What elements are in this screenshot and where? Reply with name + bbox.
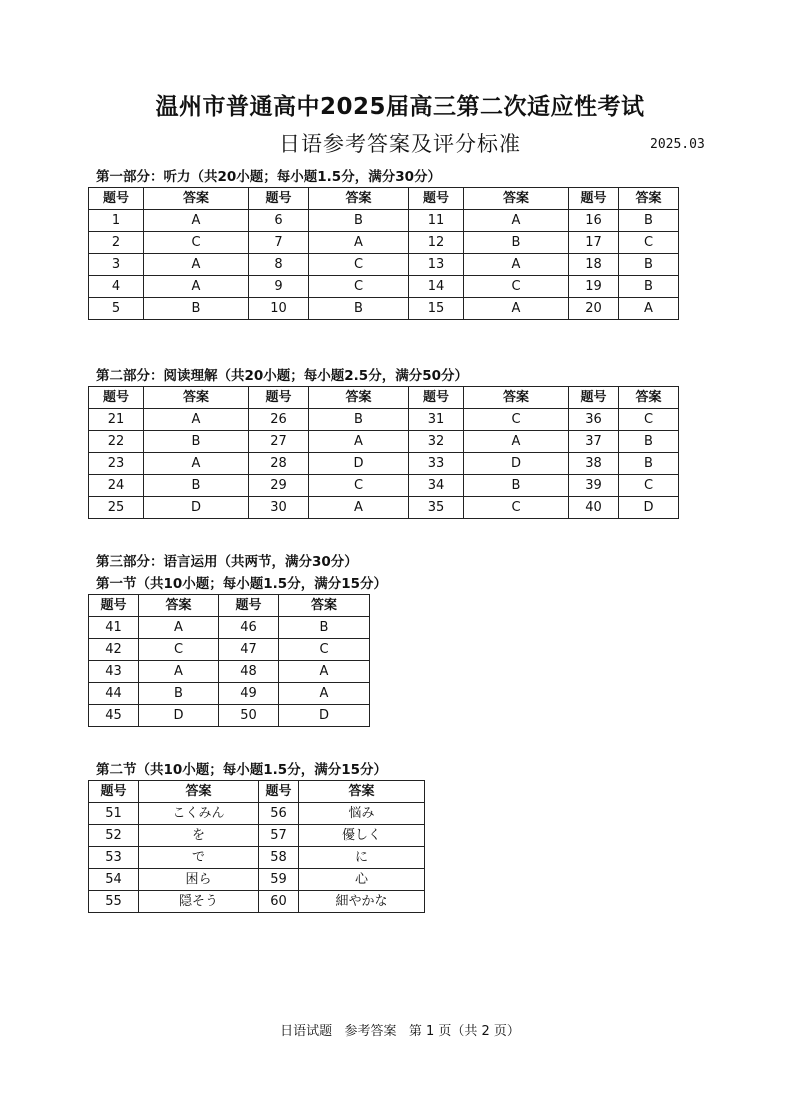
answer-cell: A xyxy=(279,661,370,683)
table-row xyxy=(89,847,425,869)
question-number-cell: 42 xyxy=(89,639,139,661)
table-header-row xyxy=(89,595,370,617)
answer-cell: A xyxy=(309,497,409,519)
question-number-cell: 18 xyxy=(569,254,619,276)
question-number-cell: 55 xyxy=(89,891,139,913)
answer-cell: A xyxy=(139,617,219,639)
answer-cell: C xyxy=(619,475,679,497)
document-date: 2025.03 xyxy=(650,137,705,152)
question-number-cell: 59 xyxy=(259,869,299,891)
question-number-cell: 11 xyxy=(409,210,464,232)
table-row xyxy=(89,276,679,298)
table-header-cell: 答案 xyxy=(619,387,679,409)
question-number-cell: 46 xyxy=(219,617,279,639)
table-header-cell: 题号 xyxy=(249,188,309,210)
table-row xyxy=(89,891,425,913)
table-header-row xyxy=(89,387,679,409)
table-header-cell: 答案 xyxy=(464,387,569,409)
answer-cell: B xyxy=(619,431,679,453)
table-header-cell: 答案 xyxy=(619,188,679,210)
part1-heading: 第一部分：听力（共20小题；每小题1.5分，满分30分） xyxy=(96,169,441,185)
question-number-cell: 22 xyxy=(89,431,144,453)
answer-cell: B xyxy=(309,210,409,232)
answer-cell: A xyxy=(309,431,409,453)
table-header-cell: 题号 xyxy=(569,188,619,210)
answer-cell: D xyxy=(619,497,679,519)
answer-cell: B xyxy=(464,475,569,497)
table-row xyxy=(89,431,679,453)
question-number-cell: 48 xyxy=(219,661,279,683)
question-number-cell: 4 xyxy=(89,276,144,298)
question-number-cell: 8 xyxy=(249,254,309,276)
answer-cell: C xyxy=(464,276,569,298)
question-number-cell: 21 xyxy=(89,409,144,431)
answer-cell: B xyxy=(139,683,219,705)
question-number-cell: 34 xyxy=(409,475,464,497)
table-row xyxy=(89,409,679,431)
table-header-cell: 答案 xyxy=(279,595,370,617)
question-number-cell: 14 xyxy=(409,276,464,298)
answer-cell: A xyxy=(144,409,249,431)
table-row xyxy=(89,298,679,320)
question-number-cell: 36 xyxy=(569,409,619,431)
question-number-cell: 26 xyxy=(249,409,309,431)
question-number-cell: 28 xyxy=(249,453,309,475)
table-header-row xyxy=(89,781,425,803)
question-number-cell: 54 xyxy=(89,869,139,891)
table-header-cell: 题号 xyxy=(89,188,144,210)
question-number-cell: 10 xyxy=(249,298,309,320)
answer-cell: B xyxy=(619,254,679,276)
table-header-cell: 题号 xyxy=(259,781,299,803)
answer-cell: B xyxy=(619,453,679,475)
answer-cell: C xyxy=(139,639,219,661)
answer-cell: C xyxy=(144,232,249,254)
answer-cell: を xyxy=(139,825,259,847)
answer-cell: A xyxy=(464,254,569,276)
answer-cell: 心 xyxy=(299,869,425,891)
table-header-cell: 题号 xyxy=(409,188,464,210)
answer-cell: B xyxy=(619,210,679,232)
answer-cell: C xyxy=(464,497,569,519)
answer-cell: A xyxy=(464,431,569,453)
answer-cell: A xyxy=(464,210,569,232)
document-title: 温州市普通高中2025届高三第二次适应性考试 xyxy=(155,94,645,120)
table-header-cell: 答案 xyxy=(139,781,259,803)
answer-cell: B xyxy=(619,276,679,298)
part2-answer-table xyxy=(88,386,679,519)
answer-cell: A xyxy=(139,661,219,683)
question-number-cell: 49 xyxy=(219,683,279,705)
table-header-cell: 题号 xyxy=(409,387,464,409)
question-number-cell: 2 xyxy=(89,232,144,254)
question-number-cell: 7 xyxy=(249,232,309,254)
question-number-cell: 29 xyxy=(249,475,309,497)
answer-cell: C xyxy=(309,276,409,298)
document-subtitle: 日语参考答案及评分标准 xyxy=(279,132,521,156)
part3-section1-heading: 第一节（共10小题；每小题1.5分，满分15分） xyxy=(96,576,387,592)
table-header-cell: 题号 xyxy=(249,387,309,409)
table-header-cell: 答案 xyxy=(139,595,219,617)
table-header-cell: 答案 xyxy=(464,188,569,210)
table-row xyxy=(89,232,679,254)
question-number-cell: 25 xyxy=(89,497,144,519)
question-number-cell: 3 xyxy=(89,254,144,276)
question-number-cell: 35 xyxy=(409,497,464,519)
question-number-cell: 56 xyxy=(259,803,299,825)
table-row xyxy=(89,254,679,276)
answer-cell: A xyxy=(144,453,249,475)
answer-cell: B xyxy=(309,409,409,431)
answer-cell: A xyxy=(464,298,569,320)
table-row xyxy=(89,661,370,683)
question-number-cell: 15 xyxy=(409,298,464,320)
answer-cell: B xyxy=(144,298,249,320)
question-number-cell: 6 xyxy=(249,210,309,232)
question-number-cell: 47 xyxy=(219,639,279,661)
answer-cell: D xyxy=(464,453,569,475)
part3-section2-heading: 第二节（共10小题；每小题1.5分，满分15分） xyxy=(96,762,387,778)
question-number-cell: 44 xyxy=(89,683,139,705)
answer-cell: 隠そう xyxy=(139,891,259,913)
table-header-row xyxy=(89,188,679,210)
table-row xyxy=(89,497,679,519)
question-number-cell: 24 xyxy=(89,475,144,497)
answer-cell: C xyxy=(309,475,409,497)
question-number-cell: 58 xyxy=(259,847,299,869)
answer-cell: A xyxy=(619,298,679,320)
table-row xyxy=(89,825,425,847)
question-number-cell: 17 xyxy=(569,232,619,254)
answer-cell: で xyxy=(139,847,259,869)
question-number-cell: 37 xyxy=(569,431,619,453)
question-number-cell: 32 xyxy=(409,431,464,453)
question-number-cell: 57 xyxy=(259,825,299,847)
answer-cell: B xyxy=(309,298,409,320)
answer-cell: 優しく xyxy=(299,825,425,847)
table-header-cell: 题号 xyxy=(89,781,139,803)
question-number-cell: 9 xyxy=(249,276,309,298)
answer-cell: B xyxy=(464,232,569,254)
question-number-cell: 12 xyxy=(409,232,464,254)
part3-section1-answer-table xyxy=(88,594,370,727)
table-row xyxy=(89,475,679,497)
answer-cell: C xyxy=(619,232,679,254)
question-number-cell: 5 xyxy=(89,298,144,320)
answer-cell: D xyxy=(144,497,249,519)
answer-cell: A xyxy=(144,210,249,232)
table-header-cell: 题号 xyxy=(569,387,619,409)
question-number-cell: 13 xyxy=(409,254,464,276)
table-header-cell: 题号 xyxy=(89,387,144,409)
question-number-cell: 40 xyxy=(569,497,619,519)
question-number-cell: 41 xyxy=(89,617,139,639)
question-number-cell: 52 xyxy=(89,825,139,847)
table-row xyxy=(89,683,370,705)
question-number-cell: 51 xyxy=(89,803,139,825)
table-row xyxy=(89,617,370,639)
answer-cell: D xyxy=(309,453,409,475)
question-number-cell: 27 xyxy=(249,431,309,453)
part1-answer-table xyxy=(88,187,679,320)
part3-section2-answer-table xyxy=(88,780,425,913)
question-number-cell: 50 xyxy=(219,705,279,727)
table-header-cell: 题号 xyxy=(89,595,139,617)
answer-cell: D xyxy=(279,705,370,727)
part3-heading: 第三部分：语言运用（共两节，满分30分） xyxy=(96,554,358,570)
table-row xyxy=(89,869,425,891)
question-number-cell: 16 xyxy=(569,210,619,232)
table-row xyxy=(89,210,679,232)
question-number-cell: 38 xyxy=(569,453,619,475)
question-number-cell: 60 xyxy=(259,891,299,913)
answer-cell: C xyxy=(309,254,409,276)
answer-cell: A xyxy=(279,683,370,705)
question-number-cell: 30 xyxy=(249,497,309,519)
question-number-cell: 39 xyxy=(569,475,619,497)
table-header-cell: 答案 xyxy=(144,188,249,210)
answer-cell: A xyxy=(144,254,249,276)
answer-cell: 悩み xyxy=(299,803,425,825)
answer-cell: 細やかな xyxy=(299,891,425,913)
answer-cell: B xyxy=(279,617,370,639)
answer-cell: 困ら xyxy=(139,869,259,891)
question-number-cell: 33 xyxy=(409,453,464,475)
answer-cell: A xyxy=(144,276,249,298)
table-header-cell: 答案 xyxy=(144,387,249,409)
answer-cell: に xyxy=(299,847,425,869)
part2-heading: 第二部分：阅读理解（共20小题；每小题2.5分，满分50分） xyxy=(96,368,468,384)
table-row xyxy=(89,639,370,661)
table-header-cell: 题号 xyxy=(219,595,279,617)
question-number-cell: 23 xyxy=(89,453,144,475)
table-header-cell: 答案 xyxy=(309,387,409,409)
answer-cell: C xyxy=(464,409,569,431)
answer-cell: こくみん xyxy=(139,803,259,825)
question-number-cell: 31 xyxy=(409,409,464,431)
answer-cell: C xyxy=(279,639,370,661)
question-number-cell: 43 xyxy=(89,661,139,683)
answer-cell: C xyxy=(619,409,679,431)
page-footer: 日语试题 参考答案 第 1 页（共 2 页） xyxy=(280,1024,520,1039)
question-number-cell: 1 xyxy=(89,210,144,232)
table-header-cell: 答案 xyxy=(309,188,409,210)
answer-cell: D xyxy=(139,705,219,727)
question-number-cell: 45 xyxy=(89,705,139,727)
question-number-cell: 19 xyxy=(569,276,619,298)
table-row xyxy=(89,453,679,475)
answer-cell: B xyxy=(144,475,249,497)
answer-cell: A xyxy=(309,232,409,254)
table-row xyxy=(89,705,370,727)
table-row xyxy=(89,803,425,825)
question-number-cell: 20 xyxy=(569,298,619,320)
answer-cell: B xyxy=(144,431,249,453)
question-number-cell: 53 xyxy=(89,847,139,869)
table-header-cell: 答案 xyxy=(299,781,425,803)
